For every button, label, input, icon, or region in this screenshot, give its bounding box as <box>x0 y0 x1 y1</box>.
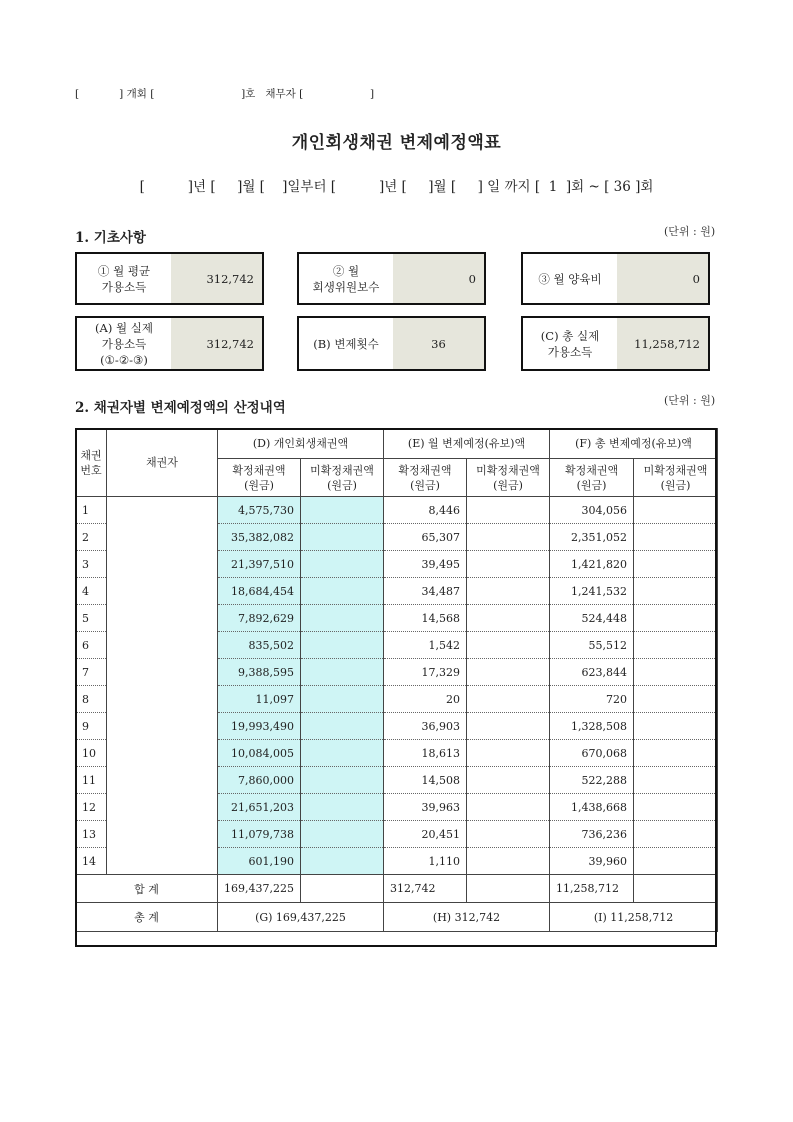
monthly-avg-income-box <box>75 252 264 305</box>
header-d-confirmed <box>218 459 301 497</box>
row-e-confirmed: 8,446 <box>384 497 467 524</box>
header-f-confirmed-line2: (원금) <box>576 478 607 492</box>
row-e-confirmed: 17,329 <box>384 659 467 686</box>
child-support-box <box>521 252 710 305</box>
total-actual-income-value: 11,258,712 <box>617 318 708 369</box>
row-f-confirmed: 736,236 <box>550 821 634 848</box>
header-f-unconfirmed <box>634 459 718 497</box>
row-d-confirmed: 7,860,000 <box>218 767 301 794</box>
row-d-unconfirmed <box>301 497 384 524</box>
row-e-unconfirmed <box>467 767 550 794</box>
row-f-confirmed: 670,068 <box>550 740 634 767</box>
commissioner-fee-label-line1: ② 월 <box>332 263 360 278</box>
row-d-unconfirmed <box>301 686 384 713</box>
row-d-confirmed: 35,382,082 <box>218 524 301 551</box>
subtotal-e-unconfirmed <box>467 875 550 903</box>
row-f-unconfirmed <box>634 659 718 686</box>
actual-income-value: 312,742 <box>171 318 262 369</box>
row-no: 12 <box>76 794 107 821</box>
header-e-confirmed-line2: (원금) <box>410 478 440 492</box>
total-i: (I) 11,258,712 <box>550 903 718 932</box>
actual-income-box <box>75 316 264 371</box>
table-row <box>76 497 718 524</box>
row-e-confirmed: 65,307 <box>384 524 467 551</box>
row-d-confirmed: 601,190 <box>218 848 301 875</box>
header-e: (E) 월 변제예정(유보)액 <box>384 429 550 459</box>
row-no: 4 <box>76 578 107 605</box>
row-no: 10 <box>76 740 107 767</box>
row-e-unconfirmed <box>467 605 550 632</box>
row-e-confirmed: 39,963 <box>384 794 467 821</box>
row-e-confirmed: 39,495 <box>384 551 467 578</box>
row-d-unconfirmed <box>301 794 384 821</box>
row-d-confirmed: 10,084,005 <box>218 740 301 767</box>
row-e-unconfirmed <box>467 524 550 551</box>
repayment-count-label: (B) 변제횟수 <box>313 336 379 351</box>
header-d-confirmed-line2: (원금) <box>244 478 274 492</box>
row-d-confirmed: 9,388,595 <box>218 659 301 686</box>
commissioner-fee-label <box>299 254 393 303</box>
repayment-period: [ ]년 [ ]월 [ ]일부터 [ ]년 [ ]월 [ ] 일 까지 [ 1 ]회 ~ [ 36 ]회 <box>139 179 654 195</box>
row-f-unconfirmed <box>634 551 718 578</box>
row-no: 2 <box>76 524 107 551</box>
row-f-unconfirmed <box>634 605 718 632</box>
row-d-confirmed: 4,575,730 <box>218 497 301 524</box>
child-support-value: 0 <box>617 254 708 303</box>
row-e-unconfirmed <box>467 794 550 821</box>
actual-income-label-line3: (①-②-③) <box>100 352 148 367</box>
commissioner-fee-label-line2: 회생위원보수 <box>312 279 380 294</box>
header-d-unconfirmed <box>301 459 384 497</box>
page-title: 개인회생채권 변제예정액표 <box>291 133 502 153</box>
row-f-confirmed: 39,960 <box>550 848 634 875</box>
row-e-unconfirmed <box>467 848 550 875</box>
row-d-confirmed: 18,684,454 <box>218 578 301 605</box>
row-no: 11 <box>76 767 107 794</box>
row-d-unconfirmed <box>301 524 384 551</box>
actual-income-label-line1: (A) 월 실제 <box>95 320 153 335</box>
row-d-confirmed: 21,397,510 <box>218 551 301 578</box>
row-f-confirmed: 1,438,668 <box>550 794 634 821</box>
repayment-table <box>75 428 718 932</box>
total-actual-income-label-line2: 가용소득 <box>547 344 593 359</box>
repayment-count-box <box>297 316 486 371</box>
total-label: 총 계 <box>76 903 218 932</box>
row-no: 13 <box>76 821 107 848</box>
header-f-unconfirmed-line1: 미확정채권액 <box>643 463 708 477</box>
section1-unit: (단위 : 원) <box>664 225 716 238</box>
row-d-confirmed: 19,993,490 <box>218 713 301 740</box>
row-f-confirmed: 1,241,532 <box>550 578 634 605</box>
header-d-unconfirmed-line1: 미확정채권액 <box>310 463 374 477</box>
header-d-confirmed-line1: 확정채권액 <box>232 463 286 477</box>
header-e-confirmed-line1: 확정채권액 <box>398 463 452 477</box>
subtotal-f: 11,258,712 <box>550 875 634 903</box>
row-e-unconfirmed <box>467 551 550 578</box>
row-e-unconfirmed <box>467 497 550 524</box>
total-actual-income-box <box>521 316 710 371</box>
row-f-unconfirmed <box>634 794 718 821</box>
row-d-unconfirmed <box>301 605 384 632</box>
repayment-count-value: 36 <box>393 318 484 369</box>
header-d-unconfirmed-line2: (원금) <box>327 478 357 492</box>
row-d-unconfirmed <box>301 659 384 686</box>
row-f-unconfirmed <box>634 821 718 848</box>
row-f-confirmed: 1,421,820 <box>550 551 634 578</box>
row-f-unconfirmed <box>634 848 718 875</box>
actual-income-label <box>77 318 171 369</box>
commissioner-fee-value: 0 <box>393 254 484 303</box>
creditor-name-column <box>107 497 218 875</box>
row-no: 7 <box>76 659 107 686</box>
row-no: 1 <box>76 497 107 524</box>
row-d-confirmed: 21,651,203 <box>218 794 301 821</box>
header-e-unconfirmed-line1: 미확정채권액 <box>476 463 540 477</box>
row-no: 8 <box>76 686 107 713</box>
header-creditor: 채권자 <box>107 429 218 497</box>
row-d-unconfirmed <box>301 632 384 659</box>
row-no: 6 <box>76 632 107 659</box>
header-f-confirmed <box>550 459 634 497</box>
row-e-unconfirmed <box>467 686 550 713</box>
row-e-unconfirmed <box>467 740 550 767</box>
row-no: 5 <box>76 605 107 632</box>
monthly-avg-income-label-line2: 가용소득 <box>101 279 147 294</box>
header-d: (D) 개인회생채권액 <box>218 429 384 459</box>
header-f: (F) 총 변제예정(유보)액 <box>550 429 718 459</box>
total-h: (H) 312,742 <box>384 903 550 932</box>
total-actual-income-label-line1: (C) 총 실제 <box>540 328 600 343</box>
row-f-unconfirmed <box>634 497 718 524</box>
row-f-confirmed: 623,844 <box>550 659 634 686</box>
header-no-line1: 채권 <box>80 448 102 462</box>
row-e-confirmed: 36,903 <box>384 713 467 740</box>
row-f-confirmed: 2,351,052 <box>550 524 634 551</box>
section1-heading: 1. 기초사항 <box>75 230 146 246</box>
row-f-confirmed: 524,448 <box>550 605 634 632</box>
row-e-confirmed: 34,487 <box>384 578 467 605</box>
total-actual-income-label <box>523 318 617 369</box>
section2-unit: (단위 : 원) <box>664 394 716 407</box>
row-d-unconfirmed <box>301 767 384 794</box>
row-e-unconfirmed <box>467 578 550 605</box>
monthly-avg-income-label <box>77 254 171 303</box>
section2-heading: 2. 채권자별 변제예정액의 산정내역 <box>75 400 286 416</box>
row-d-confirmed: 11,079,738 <box>218 821 301 848</box>
row-f-unconfirmed <box>634 524 718 551</box>
row-e-confirmed: 20 <box>384 686 467 713</box>
row-f-unconfirmed <box>634 767 718 794</box>
row-e-unconfirmed <box>467 821 550 848</box>
row-f-confirmed: 55,512 <box>550 632 634 659</box>
row-d-unconfirmed <box>301 821 384 848</box>
row-e-confirmed: 1,110 <box>384 848 467 875</box>
row-e-confirmed: 18,613 <box>384 740 467 767</box>
row-f-confirmed: 304,056 <box>550 497 634 524</box>
row-d-unconfirmed <box>301 713 384 740</box>
row-d-confirmed: 7,892,629 <box>218 605 301 632</box>
total-g: (G) 169,437,225 <box>218 903 384 932</box>
subtotal-f-unconfirmed <box>634 875 718 903</box>
row-f-unconfirmed <box>634 578 718 605</box>
row-f-unconfirmed <box>634 740 718 767</box>
subtotal-d-unconfirmed <box>301 875 384 903</box>
row-e-unconfirmed <box>467 713 550 740</box>
actual-income-label-line2: 가용소득 <box>101 336 147 351</box>
row-d-unconfirmed <box>301 848 384 875</box>
row-d-confirmed: 835,502 <box>218 632 301 659</box>
row-no: 14 <box>76 848 107 875</box>
monthly-avg-income-label-line1: ① 월 평균 <box>97 263 151 278</box>
row-f-unconfirmed <box>634 632 718 659</box>
row-no: 9 <box>76 713 107 740</box>
header-e-confirmed <box>384 459 467 497</box>
subtotal-label: 합 계 <box>76 875 218 903</box>
monthly-avg-income-value: 312,742 <box>171 254 262 303</box>
row-e-unconfirmed <box>467 659 550 686</box>
row-e-confirmed: 1,542 <box>384 632 467 659</box>
row-d-confirmed: 11,097 <box>218 686 301 713</box>
header-f-confirmed-line1: 확정채권액 <box>564 463 619 477</box>
header-creditor-no <box>76 429 107 497</box>
row-d-unconfirmed <box>301 578 384 605</box>
row-f-unconfirmed <box>634 686 718 713</box>
header-f-unconfirmed-line2: (원금) <box>660 478 691 492</box>
row-f-confirmed: 522,288 <box>550 767 634 794</box>
child-support-label: ③ 월 양육비 <box>538 271 602 286</box>
row-d-unconfirmed <box>301 740 384 767</box>
row-e-confirmed: 20,451 <box>384 821 467 848</box>
header-e-unconfirmed-line2: (원금) <box>493 478 523 492</box>
row-f-confirmed: 720 <box>550 686 634 713</box>
row-no: 3 <box>76 551 107 578</box>
row-f-confirmed: 1,328,508 <box>550 713 634 740</box>
commissioner-fee-box <box>297 252 486 305</box>
row-f-unconfirmed <box>634 713 718 740</box>
header-e-unconfirmed <box>467 459 550 497</box>
row-e-confirmed: 14,508 <box>384 767 467 794</box>
row-e-unconfirmed <box>467 632 550 659</box>
row-e-confirmed: 14,568 <box>384 605 467 632</box>
subtotal-d: 169,437,225 <box>218 875 301 903</box>
case-header: [ ] 개회 [ ]호 채무자 [ ] <box>75 88 375 100</box>
row-d-unconfirmed <box>301 551 384 578</box>
header-no-line2: 번호 <box>80 463 102 477</box>
subtotal-e: 312,742 <box>384 875 467 903</box>
